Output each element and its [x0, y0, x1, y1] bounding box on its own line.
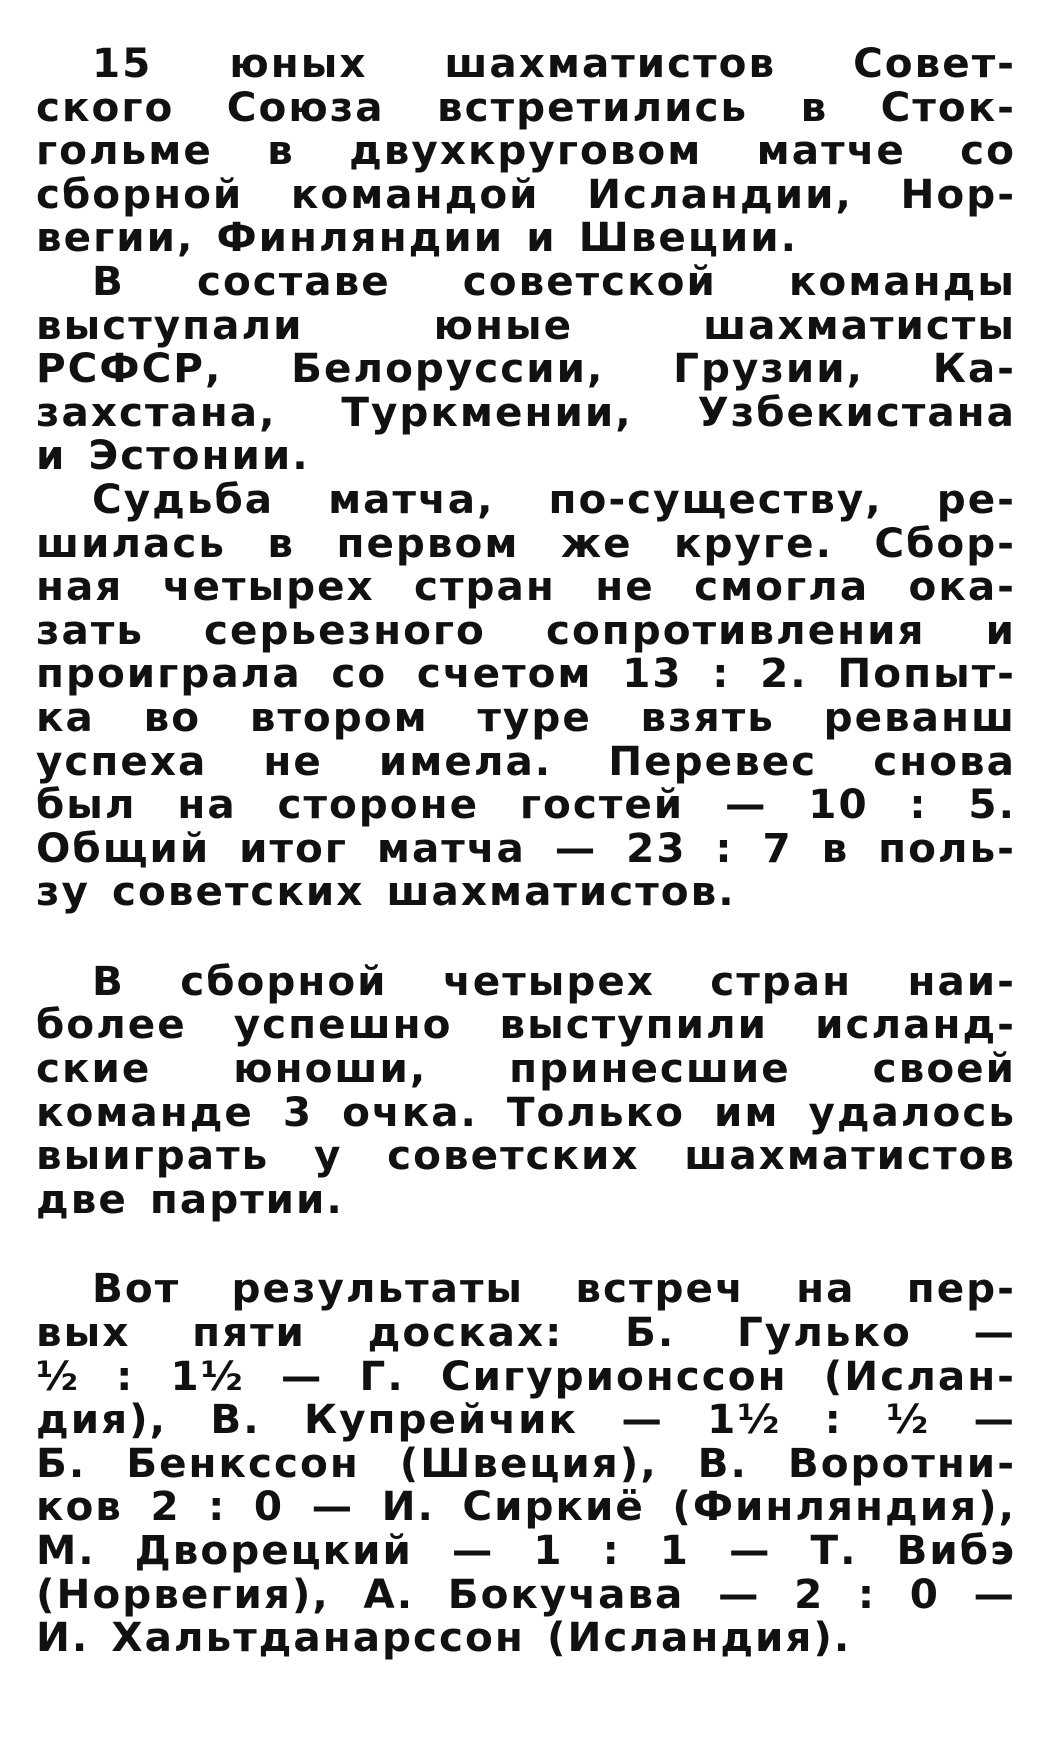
- text-line: выиграть у советских шахматистов: [36, 1131, 1016, 1180]
- text-line: гольме в двухкруговом матче со: [36, 126, 1016, 175]
- paragraph-gap: [36, 914, 1016, 960]
- text-line: и Эстонии.: [36, 431, 310, 480]
- text-line: ½ : 1½ — Г. Сигурионссон (Ислан-: [36, 1351, 1016, 1400]
- paragraph-gap: [36, 1221, 1016, 1267]
- text-line: сборной командой Исландии, Нор-: [36, 169, 1016, 218]
- text-line: зать серьезного сопротивления и: [36, 605, 1016, 654]
- text-line: дия), В. Купрейчик — 1½ : ½ —: [36, 1395, 1016, 1444]
- text-line: шилась в первом же круге. Сбор-: [36, 518, 1016, 567]
- article-paragraph: [36, 1264, 1016, 1662]
- text-line: ная четырех стран не смогла ока-: [36, 562, 1016, 611]
- text-line: И. Хальтданарссон (Исландия).: [36, 1613, 852, 1662]
- text-line: 15 юных шахматистов Совет-: [92, 39, 1016, 87]
- text-line: Вот результаты встреч на пер-: [92, 1264, 1016, 1313]
- news-article: [36, 39, 1016, 1662]
- text-line: вых пяти досках: Б. Гулько —: [36, 1308, 1016, 1357]
- text-line: проиграла со счетом 13 : 2. Попыт-: [36, 649, 1016, 698]
- text-line: две партии.: [36, 1174, 344, 1223]
- text-line: Б. Бенкссон (Швеция), В. Воротни-: [36, 1438, 1016, 1487]
- text-line: был на стороне гостей — 10 : 5.: [36, 780, 1016, 829]
- text-line: В сборной четырех стран наи-: [92, 956, 1016, 1005]
- text-line: ков 2 : 0 — И. Сиркиё (Финляндия),: [36, 1482, 1016, 1531]
- text-line: (Норвегия), А. Бокучава — 2 : 0 —: [36, 1569, 1016, 1618]
- text-line: ского Союза встретились в Сток-: [36, 82, 1016, 131]
- article-paragraph: [36, 474, 1016, 916]
- text-line: захстана, Туркмении, Узбекистана: [36, 387, 1016, 436]
- text-line: успеха не имела. Перевес снова: [36, 736, 1016, 785]
- text-line: М. Дворецкий — 1 : 1 — Т. Вибэ: [36, 1526, 1016, 1574]
- text-line: РСФСР, Белоруссии, Грузии, Ка-: [36, 344, 1016, 393]
- text-line: выступали юные шахматисты: [36, 300, 1016, 349]
- text-line: вегии, Финляндии и Швеции.: [36, 213, 799, 262]
- text-line: В составе советской команды: [92, 256, 1016, 305]
- text-line: Общий итог матча — 23 : 7 в поль-: [36, 823, 1016, 872]
- text-line: более успешно выступили исланд-: [36, 1000, 1016, 1049]
- text-line: зу советских шахматистов.: [36, 867, 736, 916]
- article-paragraph: [36, 39, 1016, 262]
- text-line: ские юноши, принесшие своей: [36, 1044, 1016, 1093]
- article-paragraph: [36, 956, 1016, 1223]
- article-paragraph: [36, 256, 1016, 480]
- text-line: Судьба матча, по-существу, ре-: [92, 474, 1016, 523]
- text-line: ка во втором туре взять реванш: [36, 692, 1016, 741]
- text-line: команде 3 очка. Только им удалось: [36, 1087, 1016, 1136]
